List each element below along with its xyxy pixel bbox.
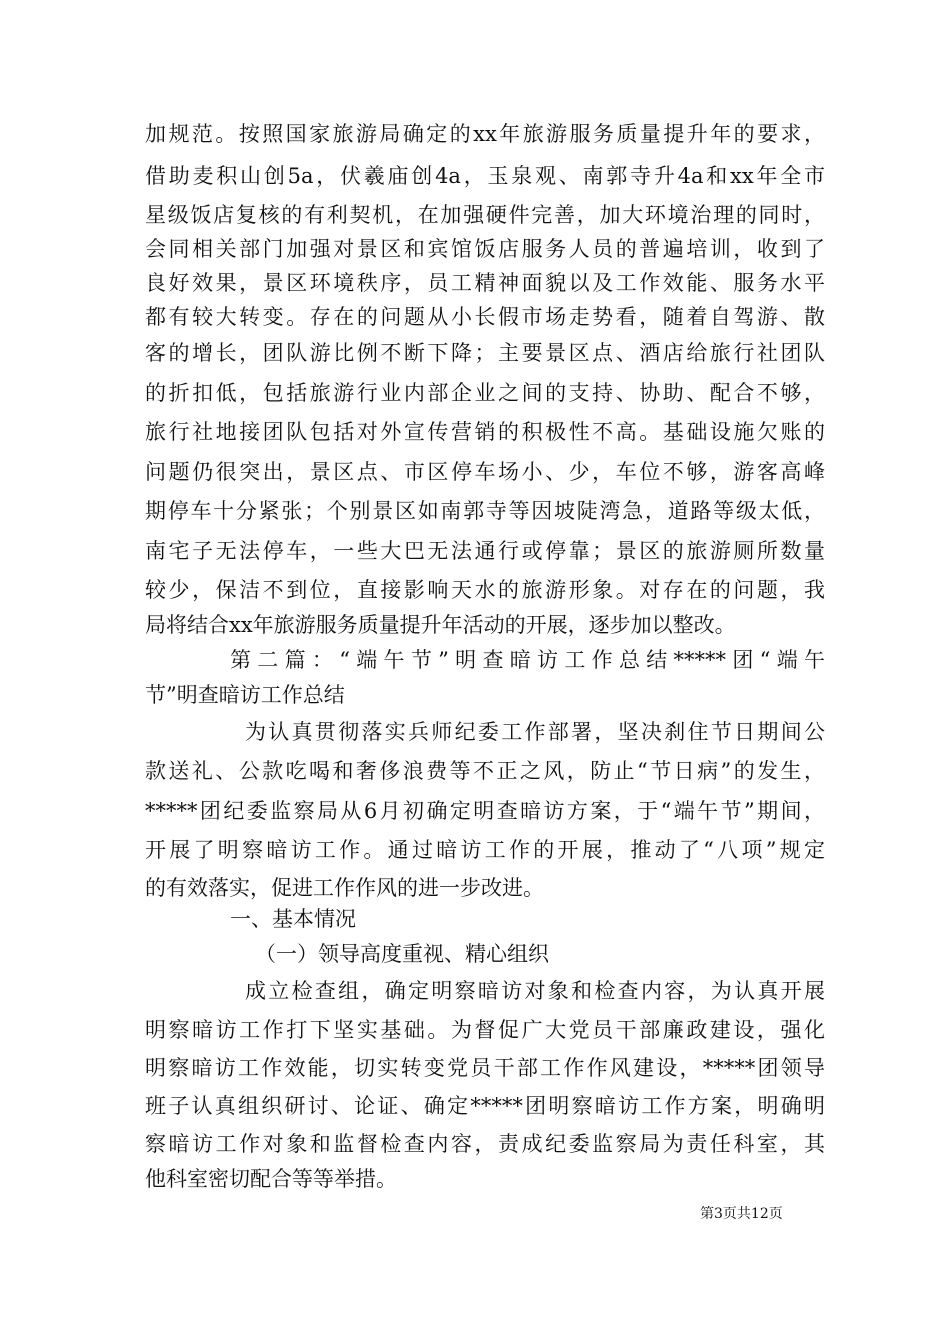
text-line: 较少，保洁不到位，直接影响天水的旅游形象。对存在的问题，我	[145, 578, 825, 602]
text-line: 察暗访工作对象和监督检查内容，责成纪委监察局为责任科室，其	[145, 1132, 825, 1156]
page-number: 第3页共12页	[700, 1206, 783, 1222]
text-line: 会同相关部门加强对景区和宾馆饭店服务人员的普遍培训，收到了	[145, 237, 825, 261]
section-heading: 节”明查暗访工作总结	[145, 683, 345, 707]
text-line: 旅行社地接团队包括对外宣传营销的积极性不高。基础设施欠账的	[145, 420, 825, 444]
subheading: 一、基本情况	[230, 907, 356, 931]
text-line: 局将结合xx年旅游服务质量提升年活动的开展，逐步加以整改。	[145, 613, 736, 637]
text-line: 客的增长，团队游比例不断下降；主要景区点、酒店给旅行社团队	[145, 341, 825, 365]
section-heading: 第二篇：“端午节”明查暗访工作总结*****团“端午	[230, 648, 825, 672]
text-line: 期停车十分紧张；个别景区如南郭寺等因坡陡湾急，道路等级太低，	[145, 499, 825, 523]
text-line: 加规范。按照国家旅游局确定的xx年旅游服务质量提升年的要求，	[145, 122, 825, 146]
text-line: 成立检查组，确定明察暗访对象和检查内容，为认真开展	[245, 979, 825, 1003]
text-line: 明察暗访工作打下坚实基础。为督促广大党员干部廉政建设，强化	[145, 1018, 825, 1042]
text-line: 的有效落实，促进工作作风的进一步改进。	[145, 876, 544, 900]
text-line: *****团纪委监察局从6月初确定明查暗访方案，于“端午节”期间，	[145, 799, 825, 823]
text-line: 良好效果，景区环境秩序，员工精神面貌以及工作效能、服务水平	[145, 271, 825, 295]
text-line: 明察暗访工作效能，切实转变党员干部工作作风建设，*****团领导	[145, 1056, 825, 1080]
text-line: 星级饭店复核的有利契机，在加强硬件完善，加大环境治理的同时，	[145, 203, 825, 227]
text-line: 他科室密切配合等等举措。	[145, 1167, 397, 1191]
text-line: 都有较大转变。存在的问题从小长假市场走势看，随着自驾游、散	[145, 305, 825, 329]
text-line: 班子认真组织研讨、论证、确定*****团明察暗访工作方案，明确明	[145, 1094, 825, 1118]
text-line: 南宅子无法停车，一些大巴无法通行或停靠；景区的旅游厕所数量	[145, 539, 825, 563]
text-line: 为认真贯彻落实兵师纪委工作部署，坚决刹住节日期间公	[245, 720, 825, 744]
text-line: 开展了明察暗访工作。通过暗访工作的开展，推动了“八项”规定	[145, 838, 825, 862]
text-line: 问题仍很突出，景区点、市区停车场小、少，车位不够，游客高峰	[145, 460, 825, 484]
text-line: 的折扣低，包括旅游行业内部企业之间的支持、协助、配合不够，	[145, 381, 825, 405]
subheading: （一）领导高度重视、精心组织	[255, 942, 549, 966]
text-line: 款送礼、公款吃喝和奢侈浪费等不正之风，防止“节日病”的发生，	[145, 759, 825, 783]
text-line: 借助麦积山创5a，伏羲庙创4a，玉泉观、南郭寺升4a和xx年全市	[145, 164, 825, 188]
